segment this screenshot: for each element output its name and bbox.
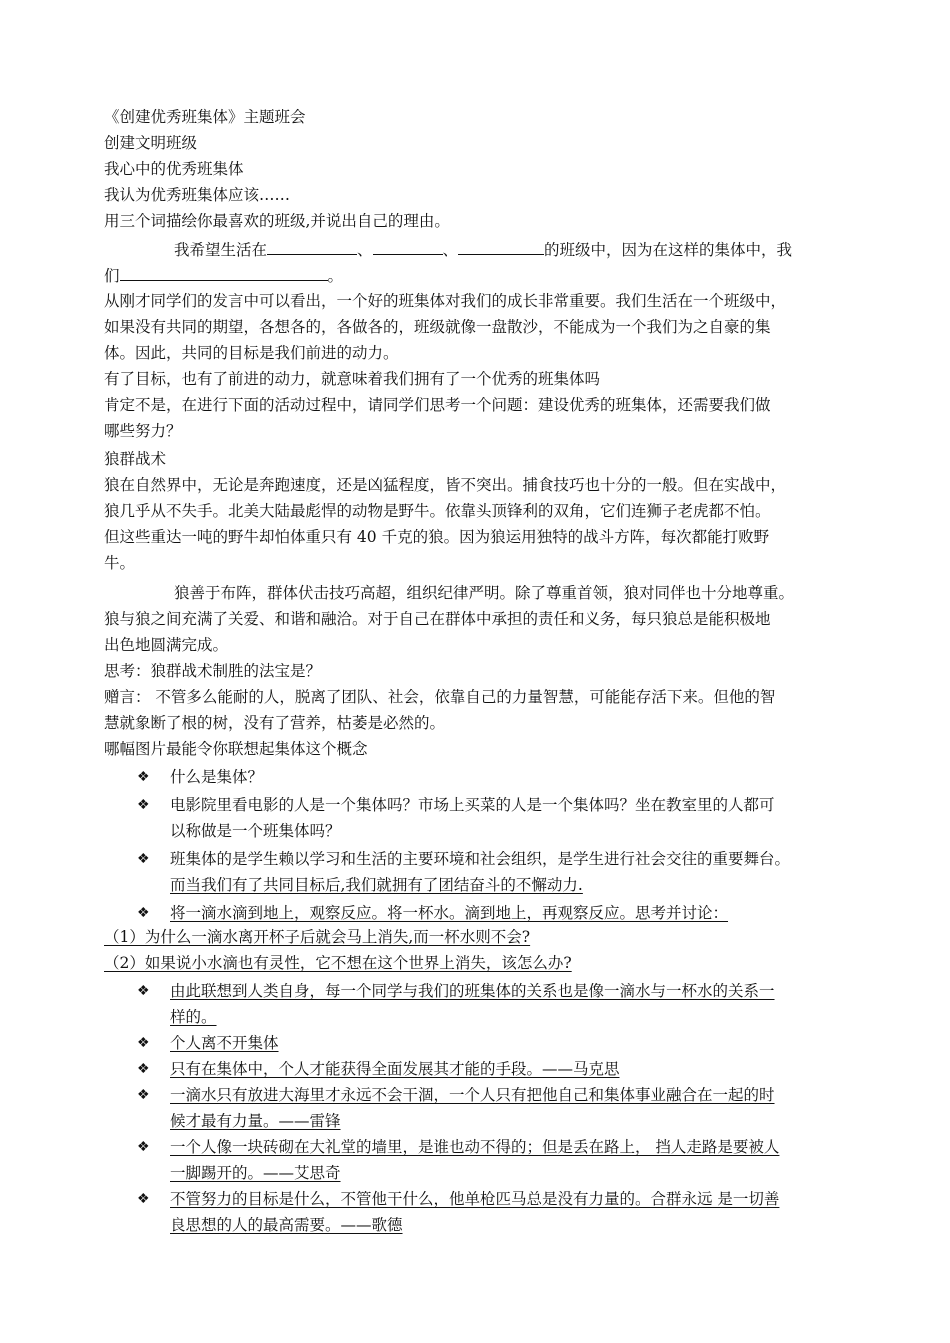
- list-item: 什么是集体？: [170, 768, 264, 786]
- fill-in-line: [104, 262, 850, 288]
- paragraph-line: 有了目标，也有了前进的动力，就意味着我们拥有了一个优秀的班集体吗: [104, 370, 601, 388]
- paragraph-line: 但这些重达一吨的野牛却怕体重只有 40 千克的狼。因为狼运用独特的战斗方阵，每次都能打败野: [104, 528, 770, 546]
- bullet-icon: ❖: [137, 1191, 150, 1207]
- fill-prefix: 们: [104, 267, 120, 285]
- discussion-question: （2）如果说小水滴也有灵性，它不想在这个世界上消失，该怎么办?: [104, 954, 572, 972]
- bullet-icon: ❖: [137, 1035, 150, 1051]
- bullet-icon: ❖: [137, 1087, 150, 1103]
- paragraph-line: 出色地圆满完成。: [104, 636, 229, 654]
- document-title: 《创建优秀班集体》主题班会: [104, 108, 306, 126]
- section-heading: 创建文明班级: [104, 134, 198, 152]
- list-item: 电影院里看电影的人是一个集体吗？市场上买菜的人是一个集体吗？坐在教室里的人都可: [170, 796, 775, 814]
- paragraph-line: 体。因此，共同的目标是我们前进的动力。: [104, 344, 399, 362]
- blank-field[interactable]: [458, 236, 544, 255]
- list-item: 个人离不开集体: [170, 1034, 279, 1052]
- fill-suffix: 。: [327, 267, 344, 285]
- list-item: 不管努力的目标是什么，不管他干什么，他单枪匹马总是没有力量的。合群永远 是一切善: [170, 1190, 780, 1208]
- list-item: 一个人像一块砖砌在大礼堂的墙里，是谁也动不得的；但是丢在路上， 挡人走路是要被人: [170, 1138, 780, 1156]
- separator: 、: [357, 241, 373, 259]
- blank-field[interactable]: [267, 236, 357, 255]
- fill-in-line: [174, 236, 850, 262]
- list-item: 良思想的人的最高需要。——歌德: [170, 1216, 403, 1234]
- section-heading: 我认为优秀班集体应该……: [104, 186, 291, 204]
- paragraph-line: 狼在自然界中，无论是奔跑速度，还是凶猛程度，皆不突出。捕食技巧也十分的一般。但在实战中，: [104, 476, 787, 494]
- discussion-question: （1）为什么一滴水离开杯子后就会马上消失,而一杯水则不会?: [104, 928, 531, 946]
- blank-field[interactable]: [120, 262, 328, 281]
- paragraph-line: 狼与狼之间充满了关爱、和谐和融洽。对于自己在群体中承担的责任和义务，每只狼总是能积极地: [104, 610, 771, 628]
- list-item: 班集体的是学生赖以学习和生活的主要环境和社会组织，是学生进行社会交往的重要舞台。: [170, 850, 791, 868]
- picture-question: 哪幅图片最能令你联想起集体这个概念: [104, 740, 368, 758]
- bullet-icon: ❖: [137, 797, 150, 813]
- list-item: 以称做是一个班集体吗？: [170, 822, 341, 840]
- bullet-icon: ❖: [137, 1139, 150, 1155]
- paragraph-line: 狼几乎从不失手。北美大陆最彪悍的动物是野牛。依靠头顶锋利的双角，它们连狮子老虎都不怕。: [104, 502, 771, 520]
- list-item: 只有在集体中，个人才能获得全面发展其才能的手段。——马克思: [170, 1060, 620, 1078]
- separator: 、: [442, 241, 459, 259]
- bullet-icon: ❖: [137, 1061, 150, 1077]
- paragraph-line: 牛。: [104, 554, 136, 572]
- think-question: 思考：狼群战术制胜的法宝是？: [104, 662, 322, 680]
- bullet-icon: ❖: [137, 851, 150, 867]
- list-item: 一滴水只有放进大海里才永远不会干涸，一个人只有把他自己和集体事业融合在一起的时: [170, 1086, 775, 1104]
- list-item: 一脚踢开的。——艾思奇: [170, 1164, 341, 1182]
- bullet-icon: ❖: [137, 905, 150, 921]
- section-heading: 狼群战术: [104, 450, 167, 468]
- paragraph-line: 如果没有共同的期望，各想各的，各做各的，班级就像一盘散沙，不能成为一个我们为之自豪的集: [104, 318, 771, 336]
- list-item: 样的。: [170, 1008, 217, 1026]
- fill-prefix: 我希望生活在: [174, 241, 268, 259]
- paragraph-line: 狼善于布阵，群体伏击技巧高超，组织纪律严明。除了尊重首领，狼对同伴也十分地尊重。: [174, 584, 795, 602]
- paragraph-line: 从刚才同学们的发言中可以看出，一个好的班集体对我们的成长非常重要。我们生活在一个班级中，: [104, 292, 787, 310]
- paragraph-line: 哪些努力？: [104, 422, 182, 440]
- list-item: 而当我们有了共同目标后,我们就拥有了团结奋斗的不懈动力.: [170, 876, 583, 894]
- bullet-icon: ❖: [137, 769, 150, 785]
- list-item: 由此联想到人类自身，每一个同学与我们的班集体的关系也是像一滴水与一杯水的关系一: [170, 982, 775, 1000]
- section-heading: 我心中的优秀班集体: [104, 160, 244, 178]
- prompt-line: 用三个词描绘你最喜欢的班级,并说出自己的理由。: [104, 212, 450, 230]
- gift-quote: 赠言： 不管多么能耐的人，脱离了团队、社会，依靠自己的力量智慧，可能能存活下来。但他的智: [104, 688, 776, 706]
- fill-suffix: 的班级中，因为在这样的集体中，我: [544, 241, 793, 259]
- bullet-icon: ❖: [137, 983, 150, 999]
- blank-field[interactable]: [373, 236, 443, 255]
- paragraph-line: 肯定不是，在进行下面的活动过程中，请同学们思考一个问题：建设优秀的班集体，还需要我们做: [104, 396, 771, 414]
- list-item: 将一滴水滴到地上，观察反应。将一杯水。滴到地上，再观察反应。思考并讨论：: [170, 904, 729, 922]
- list-item: 候才最有力量。——雷锋: [170, 1112, 341, 1130]
- gift-quote: 慧就象断了根的树，没有了营养，枯萎是必然的。: [104, 714, 446, 732]
